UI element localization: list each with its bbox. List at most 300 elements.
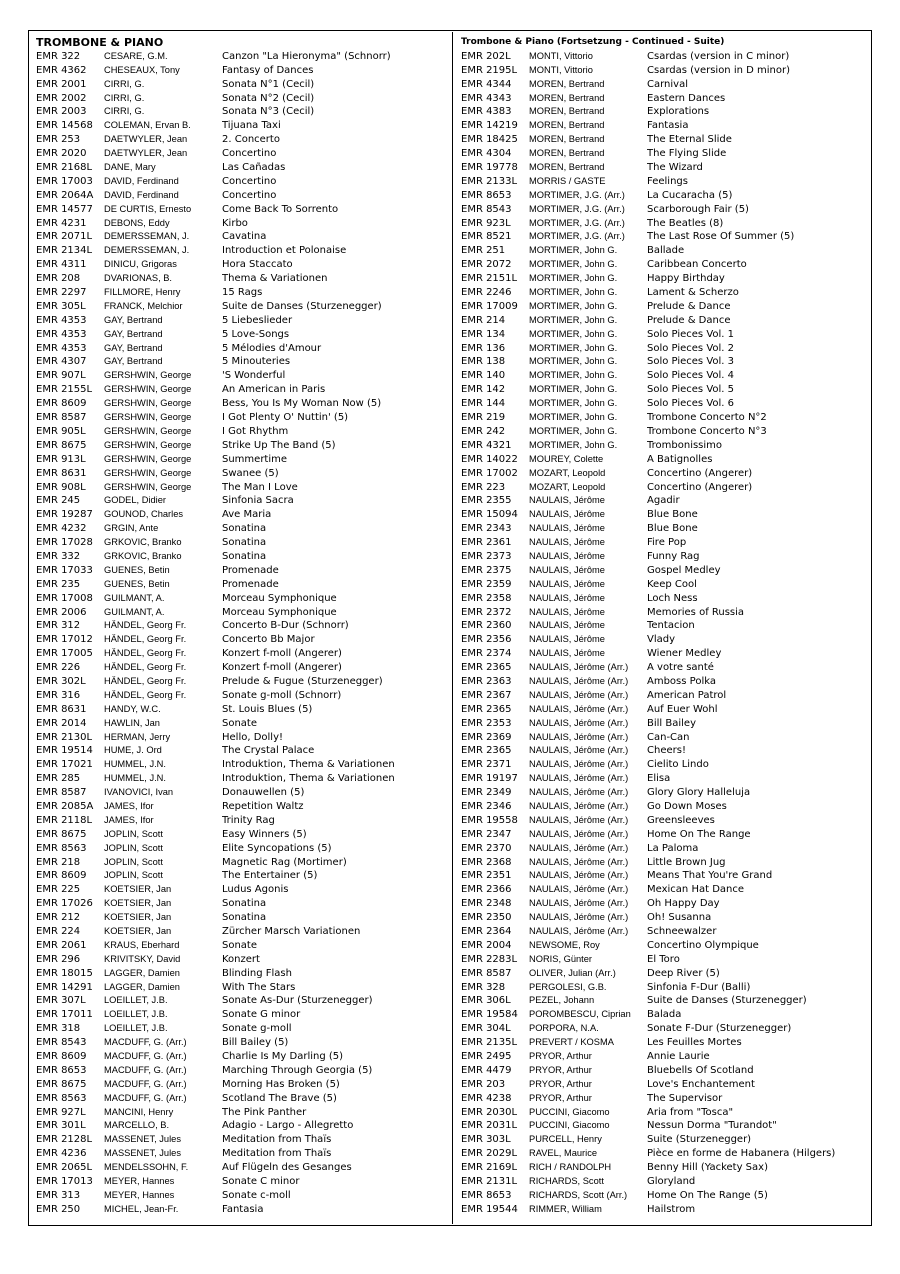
catalog-entry	[36, 467, 456, 481]
catalog-number: EMR 2072	[461, 259, 512, 271]
composer-name: GERSHWIN, George	[104, 481, 192, 492]
work-title: Sonate g-moll	[222, 1023, 292, 1035]
work-title: Sinfonia F-Dur (Balli)	[647, 981, 751, 993]
work-title: Las Cañadas	[222, 162, 286, 174]
catalog-entry	[461, 925, 881, 939]
composer-name: LOEILLET, J.B.	[104, 1023, 168, 1034]
work-title: A Batignolles	[647, 453, 713, 465]
catalog-number: EMR 2155L	[36, 384, 93, 396]
catalog-number: EMR 17033	[36, 564, 93, 576]
work-title: Benny Hill (Yackety Sax)	[647, 1162, 768, 1174]
catalog-entry	[461, 1064, 881, 1078]
catalog-number: EMR 296	[36, 953, 81, 965]
composer-name: PORPORA, N.A.	[529, 1023, 599, 1034]
composer-name: MORTIMER, John G.	[529, 356, 618, 367]
catalog-number: EMR 2134L	[36, 245, 93, 257]
composer-name: KOETSIER, Jan	[104, 926, 172, 936]
work-title: Sonatina	[222, 537, 267, 549]
catalog-entry	[461, 1147, 881, 1161]
catalog-number: EMR 2002	[36, 92, 87, 104]
composer-name: RIMMER, William	[529, 1203, 602, 1214]
work-title: Csardas (version in C minor)	[647, 50, 790, 62]
composer-name: NAULAIS, Jérôme (Arr.)	[529, 870, 629, 881]
work-title: Wiener Medley	[647, 648, 722, 660]
catalog-entry	[461, 467, 881, 481]
work-title: Nessun Dorma "Turandot"	[647, 1120, 777, 1132]
catalog-number: EMR 2133L	[461, 175, 518, 187]
catalog-entry	[36, 286, 456, 300]
catalog-number: EMR 2130L	[36, 731, 93, 743]
composer-name: GAY, Bertrand	[104, 328, 163, 339]
catalog-number: EMR 328	[461, 981, 506, 993]
work-title: Solo Pieces Vol. 1	[647, 328, 735, 340]
composer-name: MASSENET, Jules	[104, 1148, 181, 1159]
catalog-number: EMR 2014	[36, 717, 87, 729]
catalog-number: EMR 4307	[36, 356, 87, 368]
composer-name: PRYOR, Arthur	[529, 1092, 592, 1103]
composer-name: NAULAIS, Jérôme (Arr.)	[529, 731, 629, 742]
work-title: The Crystal Palace	[222, 745, 315, 757]
catalog-entry	[36, 175, 456, 189]
composer-name: DEMERSSEMAN, J.	[104, 245, 190, 256]
catalog-entry	[461, 592, 881, 606]
work-title: Bluebells Of Scotland	[647, 1064, 754, 1076]
work-title: Mexican Hat Dance	[647, 884, 745, 896]
catalog-number: EMR 923L	[461, 217, 511, 229]
catalog-number: EMR 17012	[36, 634, 93, 646]
composer-name: MOZART, Leopold	[529, 467, 606, 478]
catalog-number: EMR 332	[36, 550, 81, 562]
work-title: Auf Euer Wohl	[647, 703, 718, 715]
catalog-entry	[36, 1106, 456, 1120]
catalog-number: EMR 14022	[461, 453, 518, 465]
composer-name: CIRRI, G.	[104, 106, 145, 117]
composer-name: MOREN, Bertrand	[529, 134, 605, 145]
section-header: TROMBONE & PIANO	[36, 36, 164, 49]
catalog-number: EMR 4383	[461, 106, 512, 118]
composer-name: MASSENET, Jules	[104, 1134, 181, 1145]
catalog-number: EMR 144	[461, 398, 506, 410]
catalog-entry	[461, 1106, 881, 1120]
catalog-number: EMR 225	[36, 884, 81, 896]
catalog-number: EMR 224	[36, 926, 81, 937]
work-title: Promenade	[222, 564, 279, 576]
catalog-number: EMR 2020	[36, 148, 87, 160]
composer-name: COLEMAN, Ervan B.	[104, 120, 191, 131]
work-title: Vlady	[647, 634, 676, 646]
composer-name: NAULAIS, Jérôme	[529, 648, 605, 659]
catalog-entry	[461, 869, 881, 883]
work-title: Home On The Range (5)	[647, 1189, 768, 1201]
composer-name: GRKOVIC, Branko	[104, 537, 182, 548]
catalog-number: EMR 2006	[36, 606, 87, 618]
catalog-entry	[461, 314, 881, 328]
catalog-entry	[36, 161, 456, 175]
catalog-number: EMR 136	[461, 342, 506, 354]
catalog-number: EMR 2195L	[461, 64, 518, 76]
composer-name: MORTIMER, John G.	[529, 259, 618, 270]
composer-name: MACDUFF, G. (Arr.)	[104, 1092, 187, 1103]
catalog-entry	[461, 772, 881, 786]
catalog-entry	[461, 147, 881, 161]
catalog-entry	[36, 939, 456, 953]
catalog-number: EMR 2128L	[36, 1134, 93, 1146]
composer-name: NAULAIS, Jérôme	[529, 564, 605, 575]
work-title: Tentacion	[647, 620, 695, 632]
work-title: Sonata N°2 (Cecil)	[222, 92, 315, 104]
catalog-entry	[36, 244, 456, 258]
catalog-entry	[36, 1078, 456, 1092]
work-title: Easy Winners (5)	[222, 828, 307, 840]
work-title: Introduction et Polonaise	[222, 245, 347, 257]
catalog-entry	[36, 925, 456, 939]
work-title: Morceau Symphonique	[222, 606, 337, 618]
catalog-number: EMR 17005	[36, 648, 93, 660]
composer-name: NAULAIS, Jérôme (Arr.)	[529, 842, 629, 853]
catalog-number: EMR 4344	[461, 78, 512, 90]
catalog-number: EMR 8609	[36, 1051, 87, 1063]
composer-name: JOPLIN, Scott	[104, 842, 163, 853]
composer-name: NAULAIS, Jérôme (Arr.)	[529, 717, 629, 728]
composer-name: MACDUFF, G. (Arr.)	[104, 1037, 187, 1048]
composer-name: HÄNDEL, Georg Fr.	[104, 620, 187, 631]
catalog-number: EMR 253	[36, 134, 81, 146]
catalog-entry	[461, 244, 881, 258]
composer-name: PERGOLESI, G.B.	[529, 981, 607, 992]
catalog-number: EMR 17021	[36, 759, 93, 771]
catalog-number: EMR 2365	[461, 662, 512, 674]
catalog-number: EMR 17002	[461, 467, 518, 479]
catalog-entry	[36, 147, 456, 161]
work-title: Konzert	[222, 953, 260, 965]
catalog-entry	[461, 1161, 881, 1175]
work-title: Ludus Agonis	[222, 884, 289, 896]
composer-name: HUME, J. Ord	[104, 745, 162, 756]
catalog-number: EMR 14291	[36, 981, 93, 993]
catalog-entry	[36, 786, 456, 800]
work-title: Pièce en forme de Habanera (Hilgers)	[647, 1148, 836, 1160]
work-title: 15 Rags	[222, 287, 263, 299]
composer-name: HÄNDEL, Georg Fr.	[104, 634, 187, 645]
composer-name: MENDELSSOHN, F.	[104, 1162, 189, 1173]
composer-name: MORTIMER, John G.	[529, 342, 618, 353]
catalog-entry	[461, 119, 881, 133]
work-title: Agadir	[647, 495, 680, 507]
work-title: Konzert f-moll (Angerer)	[222, 662, 342, 674]
composer-name: MANCINI, Henry	[104, 1106, 174, 1117]
catalog-entry	[36, 828, 456, 842]
composer-name: MORTIMER, John G.	[529, 314, 618, 325]
catalog-entry	[36, 1119, 456, 1133]
catalog-entry	[461, 1050, 881, 1064]
composer-name: NAULAIS, Jérôme (Arr.)	[529, 884, 629, 895]
catalog-number: EMR 19287	[36, 509, 93, 521]
composer-name: JAMES, Ifor	[104, 814, 154, 825]
work-title: Go Down Moses	[647, 800, 727, 812]
catalog-number: EMR 18425	[461, 134, 518, 146]
catalog-number: EMR 250	[36, 1203, 81, 1215]
catalog-number: EMR 8587	[36, 412, 87, 424]
catalog-entry	[461, 1133, 881, 1147]
catalog-number: EMR 2347	[461, 828, 512, 840]
catalog-number: EMR 2371	[461, 759, 512, 771]
catalog-entry	[461, 272, 881, 286]
work-title: Come Back To Sorrento	[222, 203, 339, 215]
composer-name: MORTIMER, John G.	[529, 328, 618, 339]
catalog-entry	[461, 1175, 881, 1189]
composer-name: DAVID, Ferdinand	[104, 189, 179, 200]
catalog-entry	[36, 619, 456, 633]
catalog-entry	[461, 828, 881, 842]
catalog-number: EMR 4353	[36, 342, 87, 354]
catalog-entry	[461, 731, 881, 745]
catalog-entry	[36, 50, 456, 64]
catalog-number: EMR 305L	[36, 300, 86, 312]
composer-name: FILLMORE, Henry	[104, 287, 181, 298]
catalog-entry	[36, 230, 456, 244]
catalog-entry	[461, 856, 881, 870]
work-title: Sonate g-moll (Schnorr)	[222, 689, 342, 701]
catalog-number: EMR 907L	[36, 370, 86, 382]
work-title: Sonate	[222, 939, 258, 951]
work-title: Elisa	[647, 773, 671, 785]
catalog-number: EMR 251	[461, 245, 506, 257]
composer-name: PEZEL, Johann	[529, 995, 595, 1006]
catalog-entry	[36, 1175, 456, 1189]
catalog-number: EMR 17026	[36, 898, 93, 910]
composer-name: DAVID, Ferdinand	[104, 175, 179, 186]
catalog-entry	[461, 355, 881, 369]
catalog-entry	[36, 217, 456, 231]
catalog-entry	[36, 1008, 456, 1022]
composer-name: GERSHWIN, George	[104, 384, 192, 395]
work-title: Magnetic Rag (Mortimer)	[222, 856, 347, 868]
catalog-entry	[36, 592, 456, 606]
composer-name: NAULAIS, Jérôme (Arr.)	[529, 759, 629, 770]
catalog-entry	[461, 842, 881, 856]
catalog-number: EMR 202L	[461, 50, 511, 62]
work-title: Keep Cool	[647, 578, 697, 590]
composer-name: MOREN, Bertrand	[529, 92, 605, 103]
composer-name: JAMES, Ifor	[104, 800, 154, 811]
composer-name: NAULAIS, Jérôme	[529, 523, 605, 534]
catalog-entry	[36, 1036, 456, 1050]
work-title: Love's Enchantement	[647, 1078, 755, 1090]
work-title: Auf Flügeln des Gesanges	[222, 1162, 352, 1174]
composer-name: LOEILLET, J.B.	[104, 1009, 168, 1020]
composer-name: MACDUFF, G. (Arr.)	[104, 1064, 187, 1075]
composer-name: GRGIN, Ante	[104, 523, 159, 534]
catalog-number: EMR 318	[36, 1023, 81, 1035]
work-title: Concerto B-Dur (Schnorr)	[222, 620, 349, 632]
composer-name: RICH / RANDOLPH	[529, 1162, 612, 1173]
composer-name: MEYER, Hannes	[104, 1176, 175, 1187]
catalog-number: EMR 905L	[36, 425, 86, 437]
catalog-entry	[36, 383, 456, 397]
composer-name: PRYOR, Arthur	[529, 1078, 592, 1089]
catalog-number: EMR 8521	[461, 231, 512, 243]
work-title: Konzert f-moll (Angerer)	[222, 648, 342, 660]
catalog-entry	[36, 397, 456, 411]
catalog-number: EMR 223	[461, 481, 506, 493]
catalog-number: EMR 19514	[36, 745, 93, 757]
catalog-entry	[461, 786, 881, 800]
catalog-number: EMR 2030L	[461, 1106, 518, 1118]
catalog-number: EMR 19197	[461, 773, 518, 785]
catalog-number: EMR 17009	[461, 300, 518, 312]
catalog-number: EMR 8675	[36, 439, 87, 451]
catalog-entry	[36, 856, 456, 870]
work-title: Caribbean Concerto	[647, 259, 747, 271]
composer-name: NAULAIS, Jérôme	[529, 509, 605, 520]
catalog-number: EMR 4238	[461, 1092, 512, 1104]
catalog-entry	[36, 314, 456, 328]
composer-name: CIRRI, G.	[104, 92, 145, 103]
composer-name: RAVEL, Maurice	[529, 1148, 598, 1159]
composer-name: GUENES, Betin	[104, 564, 170, 575]
catalog-entry	[36, 258, 456, 272]
catalog-entry	[36, 272, 456, 286]
work-title: Cheers!	[647, 745, 686, 757]
catalog-number: EMR 4353	[36, 328, 87, 340]
catalog-number: EMR 8675	[36, 828, 87, 840]
catalog-number: EMR 2359	[461, 578, 512, 590]
catalog-entry	[461, 619, 881, 633]
composer-name: MOUREY, Colette	[529, 453, 604, 464]
work-title: Blue Bone	[647, 523, 698, 535]
catalog-number: EMR 8587	[461, 967, 512, 979]
catalog-entry	[461, 217, 881, 231]
composer-name: NAULAIS, Jérôme	[529, 592, 605, 603]
catalog-entry	[461, 522, 881, 536]
work-title: Aria from "Tosca"	[647, 1106, 734, 1118]
catalog-number: EMR 134	[461, 328, 506, 340]
catalog-number: EMR 142	[461, 384, 506, 396]
catalog-entry	[36, 842, 456, 856]
catalog-number: EMR 212	[36, 912, 81, 924]
catalog-entry	[461, 286, 881, 300]
catalog-number: EMR 2131L	[461, 1176, 518, 1188]
catalog-number: EMR 2367	[461, 689, 512, 701]
catalog-entry	[36, 1064, 456, 1078]
catalog-number: EMR 2495	[461, 1051, 512, 1063]
catalog-number: EMR 2358	[461, 592, 512, 604]
catalog-number: EMR 2168L	[36, 162, 93, 174]
catalog-entry	[36, 92, 456, 106]
composer-name: GERSHWIN, George	[104, 467, 192, 478]
catalog-number: EMR 2373	[461, 550, 512, 562]
catalog-number: EMR 307L	[36, 995, 86, 1007]
composer-name: NAULAIS, Jérôme (Arr.)	[529, 745, 629, 756]
catalog-entry	[36, 731, 456, 745]
catalog-number: EMR 2085A	[36, 800, 94, 812]
catalog-entry	[461, 189, 881, 203]
composer-name: MOREN, Bertrand	[529, 148, 605, 159]
catalog-number: EMR 8631	[36, 703, 87, 715]
composer-name: NORIS, Günter	[529, 953, 593, 964]
composer-name: NAULAIS, Jérôme (Arr.)	[529, 828, 629, 839]
composer-name: KOETSIER, Jan	[104, 884, 172, 895]
work-title: Solo Pieces Vol. 3	[647, 356, 735, 368]
work-title: Balada	[647, 1009, 682, 1021]
catalog-entry	[36, 494, 456, 508]
catalog-entry	[36, 578, 456, 592]
catalog-entry	[461, 203, 881, 217]
catalog-entry	[36, 1050, 456, 1064]
work-title: An American in Paris	[222, 384, 326, 396]
composer-name: DE CURTIS, Ernesto	[104, 203, 192, 214]
catalog-entry	[36, 981, 456, 995]
composer-name: HERMAN, Jerry	[104, 731, 171, 742]
composer-name: KRAUS, Eberhard	[104, 939, 180, 950]
catalog-number: EMR 2283L	[461, 953, 518, 965]
catalog-number: EMR 2374	[461, 648, 512, 660]
catalog-number: EMR 2368	[461, 856, 512, 868]
work-title: Sonatina	[222, 898, 267, 910]
work-title: Little Brown Jug	[647, 856, 726, 868]
catalog-entry	[461, 1092, 881, 1106]
catalog-entry	[461, 369, 881, 383]
catalog-number: EMR 304L	[461, 1023, 511, 1035]
composer-name: MARCELLO, B.	[104, 1120, 170, 1131]
catalog-entry	[461, 383, 881, 397]
composer-name: RICHARDS, Scott	[529, 1176, 604, 1187]
work-title: Blue Bone	[647, 509, 698, 521]
work-title: Fantasia	[222, 1203, 264, 1215]
catalog-entry	[36, 64, 456, 78]
catalog-number: EMR 2370	[461, 842, 512, 854]
catalog-number: EMR 2004	[461, 939, 512, 951]
catalog-number: EMR 301L	[36, 1120, 86, 1132]
composer-name: DAETWYLER, Jean	[104, 134, 188, 145]
work-title: Concertino	[222, 189, 277, 201]
catalog-entry	[36, 564, 456, 578]
composer-name: MICHEL, Jean-Fr.	[104, 1203, 179, 1214]
catalog-number: EMR 8653	[461, 189, 512, 201]
work-title: Hello, Dolly!	[222, 731, 284, 743]
composer-name: MACDUFF, G. (Arr.)	[104, 1078, 187, 1089]
work-title: Blinding Flash	[222, 967, 292, 979]
composer-name: GUILMANT, A.	[104, 592, 165, 603]
work-title: Tijuana Taxi	[222, 120, 281, 132]
catalog-number: EMR 2031L	[461, 1120, 518, 1132]
composer-name: NAULAIS, Jérôme	[529, 578, 605, 589]
composer-name: GRKOVIC, Branko	[104, 550, 182, 561]
work-title: Eastern Dances	[647, 92, 726, 104]
catalog-entry	[461, 633, 881, 647]
catalog-number: EMR 14568	[36, 120, 93, 132]
composer-name: MORTIMER, John G.	[529, 245, 618, 256]
catalog-entry	[461, 175, 881, 189]
catalog-number: EMR 19778	[461, 162, 518, 174]
catalog-number: EMR 8653	[36, 1064, 87, 1076]
composer-name: CESARE, G.M.	[104, 50, 168, 61]
catalog-entry	[36, 800, 456, 814]
composer-name: PUCCINI, Giacomo	[529, 1120, 610, 1131]
composer-name: NAULAIS, Jérôme	[529, 550, 605, 561]
catalog-entry	[461, 230, 881, 244]
work-title: Greensleeves	[647, 814, 715, 826]
catalog-number: EMR 17011	[36, 1009, 93, 1021]
composer-name: GUENES, Betin	[104, 578, 170, 589]
work-title: The Supervisor	[647, 1092, 723, 1104]
catalog-entry	[461, 481, 881, 495]
catalog-number: EMR 8609	[36, 398, 87, 410]
catalog-number: EMR 4479	[461, 1064, 512, 1076]
catalog-number: EMR 2348	[461, 898, 512, 910]
composer-name: MORTIMER, J.G. (Arr.)	[529, 203, 625, 214]
catalog-number: EMR 2350	[461, 912, 512, 924]
